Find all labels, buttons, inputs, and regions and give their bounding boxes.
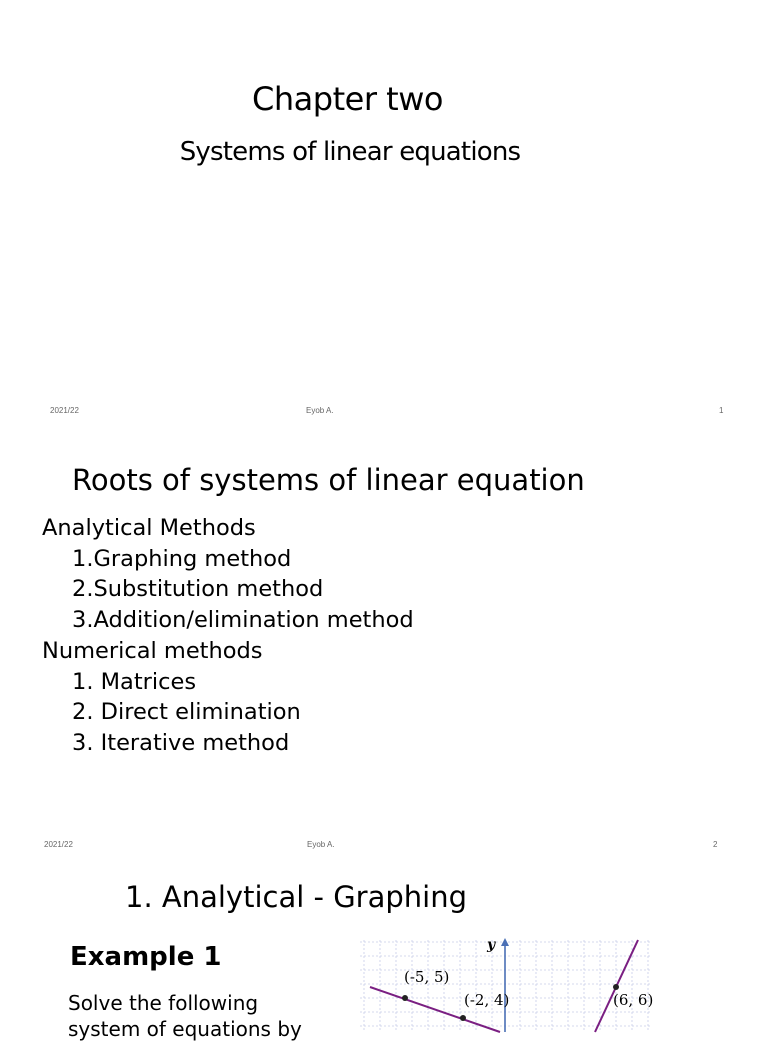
example-body — [68, 990, 302, 1042]
slide-1 — [0, 0, 768, 430]
point-marker — [402, 995, 408, 1001]
point-label: (6, 6) — [613, 991, 654, 1009]
slide-2 — [0, 435, 768, 860]
point-marker — [460, 1015, 466, 1021]
coordinate-graph — [350, 932, 670, 1032]
footer-author: Eyob A. — [307, 840, 335, 849]
slide-title: Roots of systems of linear equation — [72, 463, 585, 497]
point-marker — [613, 984, 619, 990]
point-label: (-5, 5) — [404, 968, 450, 986]
slide-title: 1. Analytical - Graphing — [125, 880, 467, 914]
slide-3 — [0, 862, 768, 1041]
methods-list — [42, 513, 414, 759]
footer-date: 2021/22 — [44, 840, 73, 849]
example-heading: Example 1 — [70, 942, 222, 972]
footer-page-number: 2 — [713, 840, 718, 849]
footer-date: 2021/22 — [50, 406, 79, 415]
list-item: 3. Iterative method — [72, 729, 290, 756]
list-item: Numerical methods — [42, 637, 263, 664]
body-line: system of equations by — [68, 1017, 302, 1041]
list-item: 2.Substitution method — [72, 576, 324, 603]
body-line: Solve the following — [68, 991, 259, 1015]
list-item: 3.Addition/elimination method — [72, 607, 414, 634]
list-item: 1. Matrices — [72, 668, 197, 695]
footer-page-number: 1 — [719, 406, 724, 415]
list-item: 2. Direct elimination — [72, 699, 301, 726]
footer-author: Eyob A. — [306, 406, 334, 415]
list-item: 1.Graphing method — [72, 545, 292, 572]
y-axis-arrow — [501, 938, 509, 946]
list-item: Analytical Methods — [42, 515, 256, 541]
slide-subtitle: Systems of linear equations — [179, 137, 521, 167]
y-axis-label: y — [487, 937, 496, 953]
slide-title: Chapter two — [252, 80, 443, 118]
point-label: (-2, 4) — [464, 991, 510, 1009]
